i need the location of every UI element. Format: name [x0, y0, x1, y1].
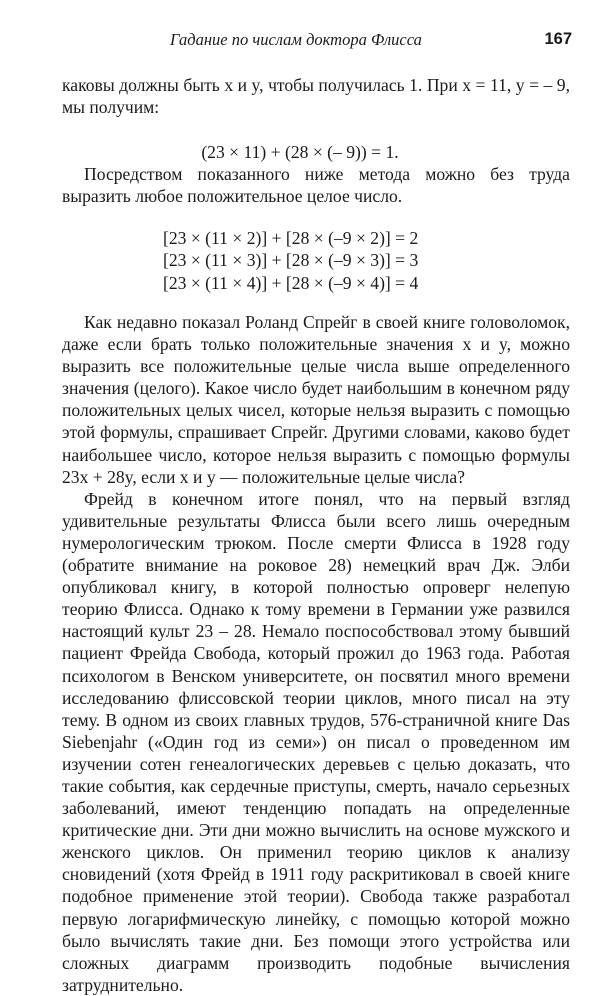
main-text-block — [62, 311, 570, 996]
equation-1: (23 × 11) + (28 × (– 9)) = 1. — [201, 142, 399, 162]
paragraph-sprague: Как недавно показал Роланд Спрейг в своей книге головоломок, даже если брать только положительные значения x и y, можно выразить все положительные целые числа выше определенного значения (целого). Какое число будет наибольшим в конечном ряду положительных целых чисел, которые нельзя выразить с помощью этой формулы, спрашивает Спрейг. Другими словами, каково будет наибольшее число, которое нельзя выразить с помощью формулы 23x + 28y, если x и y — положительные целые числа? — [62, 312, 570, 487]
equation-main — [0, 141, 600, 163]
page-header — [60, 30, 572, 52]
paragraph-freud: Фрейд в конечном итоге понял, что на первый взгляд удивительные результаты Флисса были всего лишь очередным нумерологическим трюком. После смерти Флисса в 1928 году (обратите внимание на роковое 28) немецкий врач Дж. Элби опубликовал книгу, в которой полностью опроверг нелепую теорию Флисса. Однако к тому времени в Германии уже развился настоящий культ 23 – 28. Немало поспособствовал этому бывший пациент Фрейда Свобода, который прожил до 1963 года. Работая психологом в Венском университете, он посвятил много времени исследованию флиссовской теории циклов, много писал на эту тему. В одном из своих главных трудов, 576-страничной книге Das Siebenjahr («Один год из семи») он писал о проведенном им изучении сотен генеалогических деревьев с целью доказать, что такие события, как сердечные приступы, смерть, начало серьезных заболеваний, имеют тенденцию попадать на определенные критические дни. Эти дни можно вычислить на основе мужского и женского циклов. Он применил теорию циклов к анализу сновидений (хотя Фрейд в 1911 году раскритиковал в своей книге подобное применение этой теории). Свобода также разработал первую логарифмическую линейку, с помощью которой можно было вычислять такие дни. Без помощи этого устройства или сложных диаграмм производить подобные вычисления затруднительно. — [62, 488, 570, 995]
equation-row: [23 × (11 × 3)] + [28 × (–9 × 3)] = 3 — [163, 250, 419, 271]
intro-paragraph: каковы должны быть x и y, чтобы получилась 1. При x = 11, y = – 9, мы получим: — [62, 75, 570, 118]
method-paragraph: Посредством показанного ниже метода можно без труда выразить любое положительное целое число. — [62, 164, 570, 207]
equation-row: [23 × (11 × 4)] + [28 × (–9 × 4)] = 4 — [163, 272, 419, 293]
page-number: 167 — [544, 30, 572, 48]
equation-row: [23 × (11 × 2)] + [28 × (–9 × 2)] = 2 — [163, 228, 419, 248]
method-text-block — [62, 163, 570, 207]
running-title: Гадание по числам доктора Флисса — [170, 30, 422, 49]
intro-text-block — [62, 74, 570, 118]
